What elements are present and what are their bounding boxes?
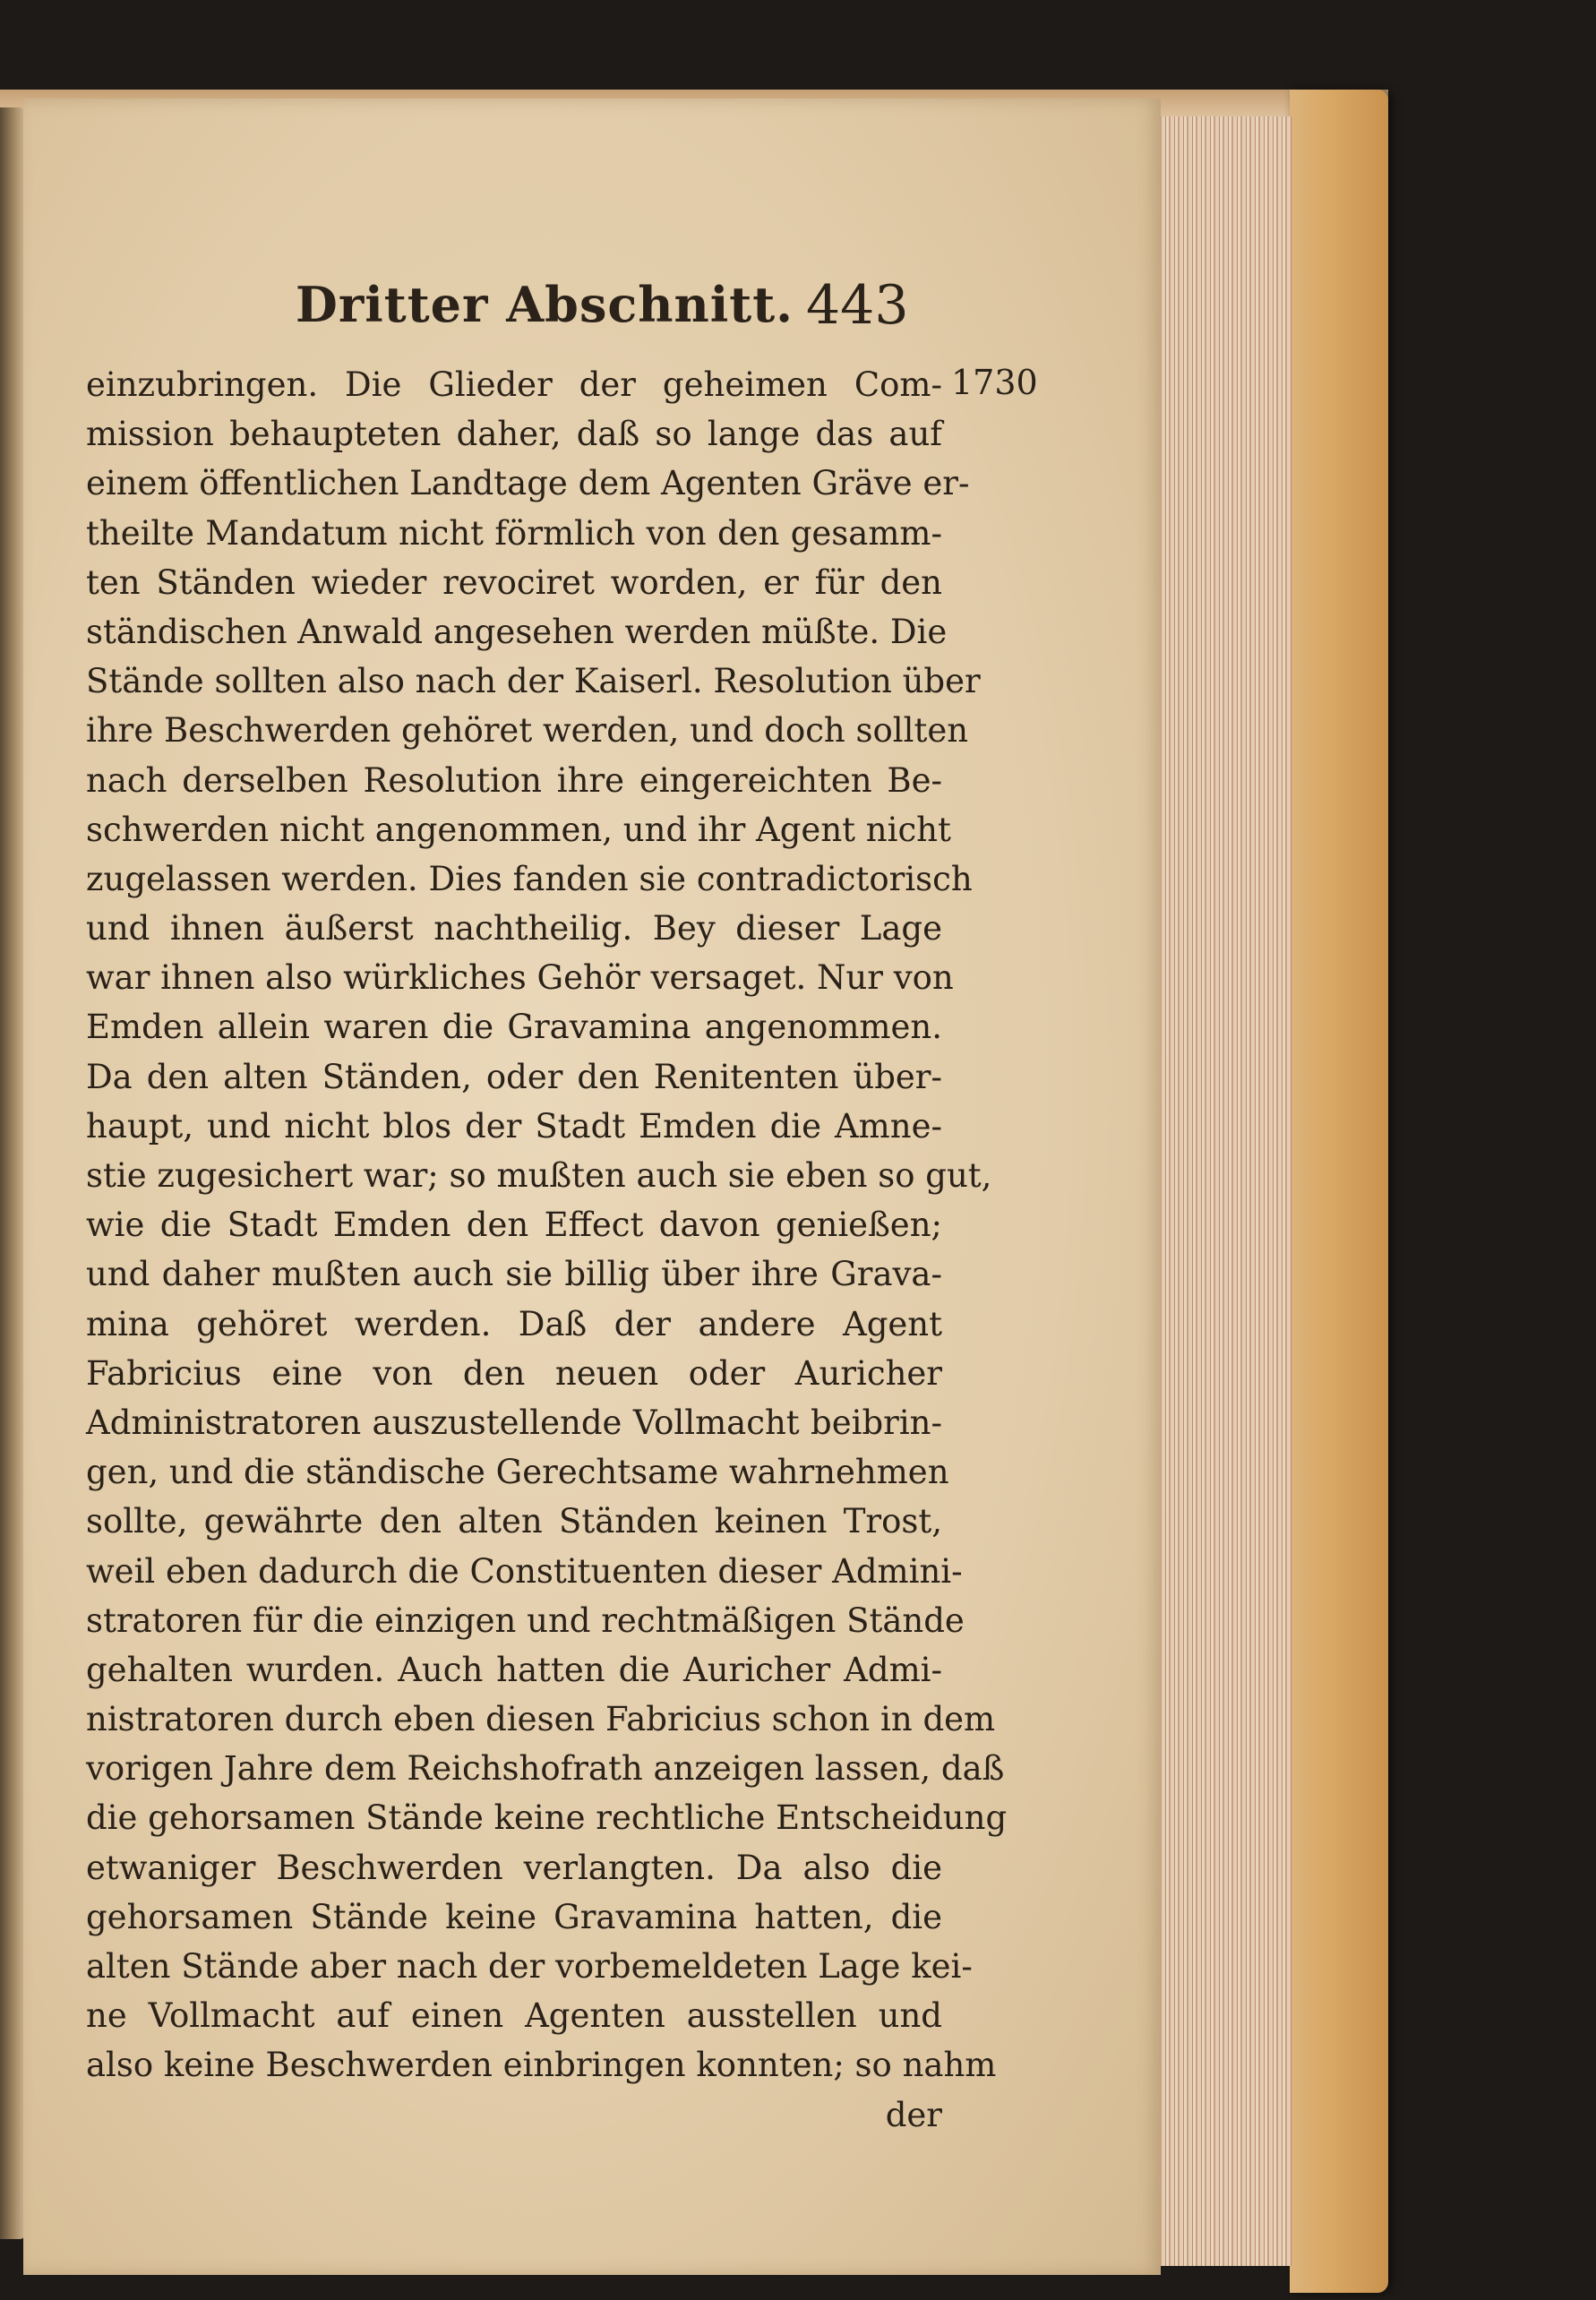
text-line-content: also keine Beschwerden einbringen konnten; so nahm (86, 2046, 997, 2085)
running-head: Dritter Abschnitt. (296, 276, 794, 333)
text-line (86, 657, 981, 706)
text-line (86, 1843, 942, 1892)
text-line (86, 1249, 942, 1299)
text-line (86, 1744, 1005, 1793)
text-line-content: die gehorsamen Stände keine rechtliche Entscheidung (86, 1798, 1008, 1838)
text-line (86, 805, 951, 854)
text-line (86, 706, 969, 755)
text-line (86, 1695, 996, 1744)
text-line (86, 1645, 942, 1695)
text-line-content: mission behaupteten daher, daß so lange das auf (86, 415, 942, 454)
text-line-content: einzubringen. Die Glieder der geheimen Com- (86, 365, 942, 404)
text-line-content: alten Stände aber nach der vorbemeldeten Lage kei- (86, 1947, 973, 1986)
text-line-content: mina gehöret werden. Daß der andere Agent (86, 1304, 942, 1343)
text-line-content: stie zugesichert war; so mußten auch sie eben so gut, (86, 1156, 992, 1195)
text-line-content: Fabricius eine von den neuen oder Auricher (86, 1353, 942, 1393)
text-line-content: gehorsamen Stände keine Gravamina hatten, die (86, 1897, 942, 1936)
text-line-content: theilte Mandatum nicht förmlich von den gesamm- (86, 513, 942, 553)
text-line-content: Emden allein waren die Gravamina angenommen. (86, 1008, 942, 1047)
text-line-content: zugelassen werden. Dies fanden sie contradictorisch (86, 859, 973, 898)
text-line (86, 904, 942, 953)
text-line-content: ne Vollmacht auf einen Agenten ausstellen und (86, 1996, 942, 2036)
text-line-content: nach derselben Resolution ihre eingereichten Be- (86, 760, 942, 800)
text-line (86, 1398, 942, 1447)
text-line (86, 459, 970, 508)
text-line-content: Da den alten Ständen, oder den Renitenten über- (86, 1057, 942, 1096)
text-line (86, 1052, 942, 1102)
text-line-content: Stände sollten also nach der Kaiserl. Resolution über (86, 662, 981, 701)
text-line (86, 1349, 942, 1398)
text-line (86, 1892, 942, 1942)
text-line (86, 1002, 942, 1051)
text-line (86, 1991, 942, 2040)
text-line (86, 854, 973, 904)
text-line-content: nistratoren durch eben diesen Fabricius schon in dem (86, 1700, 996, 1739)
text-line-content: haupt, und nicht blos der Stadt Emden die Amne- (86, 1106, 942, 1146)
text-line-content: war ihnen also würkliches Gehör versaget. Nur von (86, 958, 954, 998)
text-line-content: stratoren für die einzigen und rechtmäßigen Stände (86, 1601, 965, 1640)
text-line (86, 1793, 1008, 1842)
text-line (86, 756, 942, 805)
text-line (86, 2090, 942, 2140)
text-line-content: wie die Stadt Emden den Effect davon genießen; (86, 1206, 942, 1245)
text-line-content: vorigen Jahre dem Reichshofrath anzeigen lassen, daß (86, 1749, 1005, 1789)
text-line-content: der (885, 2095, 942, 2134)
text-line-content: und daher mußten auch sie billig über ihre Grava- (86, 1255, 942, 1294)
page-header (90, 269, 949, 340)
text-line-content: ständischen Anwald angesehen werden müßte. Die (86, 612, 948, 651)
text-line-content: gehalten wurden. Auch hatten die Auricher Admi- (86, 1650, 942, 1689)
text-line (86, 1547, 963, 1596)
text-line-content: einem öffentlichen Landtage dem Agenten Gräve er- (86, 464, 970, 503)
text-line-content: ten Ständen wieder revociret worden, er für den (86, 562, 942, 602)
text-line (86, 1151, 992, 1200)
facing-page-edge (0, 107, 25, 2239)
text-line (86, 1300, 942, 1349)
margin-year: 1730 (951, 363, 1038, 402)
text-line-content: gen, und die ständische Gerechtsame wahrnehmen (86, 1453, 949, 1492)
text-line (86, 558, 942, 607)
text-line-content: sollte, gewährte den alten Ständen keinen Trost, (86, 1502, 942, 1541)
text-line-content: schwerden nicht angenommen, und ihr Agent nicht (86, 810, 951, 849)
text-line-content: etwaniger Beschwerden verlangten. Da also die (86, 1848, 942, 1887)
book-cover-right (1290, 90, 1388, 2293)
text-line (86, 1596, 965, 1645)
page-number: 443 (806, 274, 909, 337)
text-line (86, 1102, 942, 1151)
text-line-content: ihre Beschwerden gehöret werden, und doch sollten (86, 711, 969, 751)
text-line (86, 1942, 973, 1991)
text-line (86, 509, 942, 558)
text-line (86, 409, 942, 459)
text-line (86, 1447, 949, 1497)
text-line (86, 1497, 942, 1546)
text-line (86, 607, 948, 657)
page-fore-edge (1157, 116, 1291, 2266)
text-line (86, 2040, 997, 2090)
text-line-content: und ihnen äußerst nachtheilig. Bey dieser Lage (86, 909, 942, 948)
text-line (86, 360, 942, 409)
text-line-content: Administratoren auszustellende Vollmacht beibrin- (86, 1403, 942, 1442)
text-line-content: weil eben dadurch die Constituenten dieser Admini- (86, 1551, 963, 1591)
text-line (86, 953, 954, 1002)
text-line (86, 1200, 942, 1249)
